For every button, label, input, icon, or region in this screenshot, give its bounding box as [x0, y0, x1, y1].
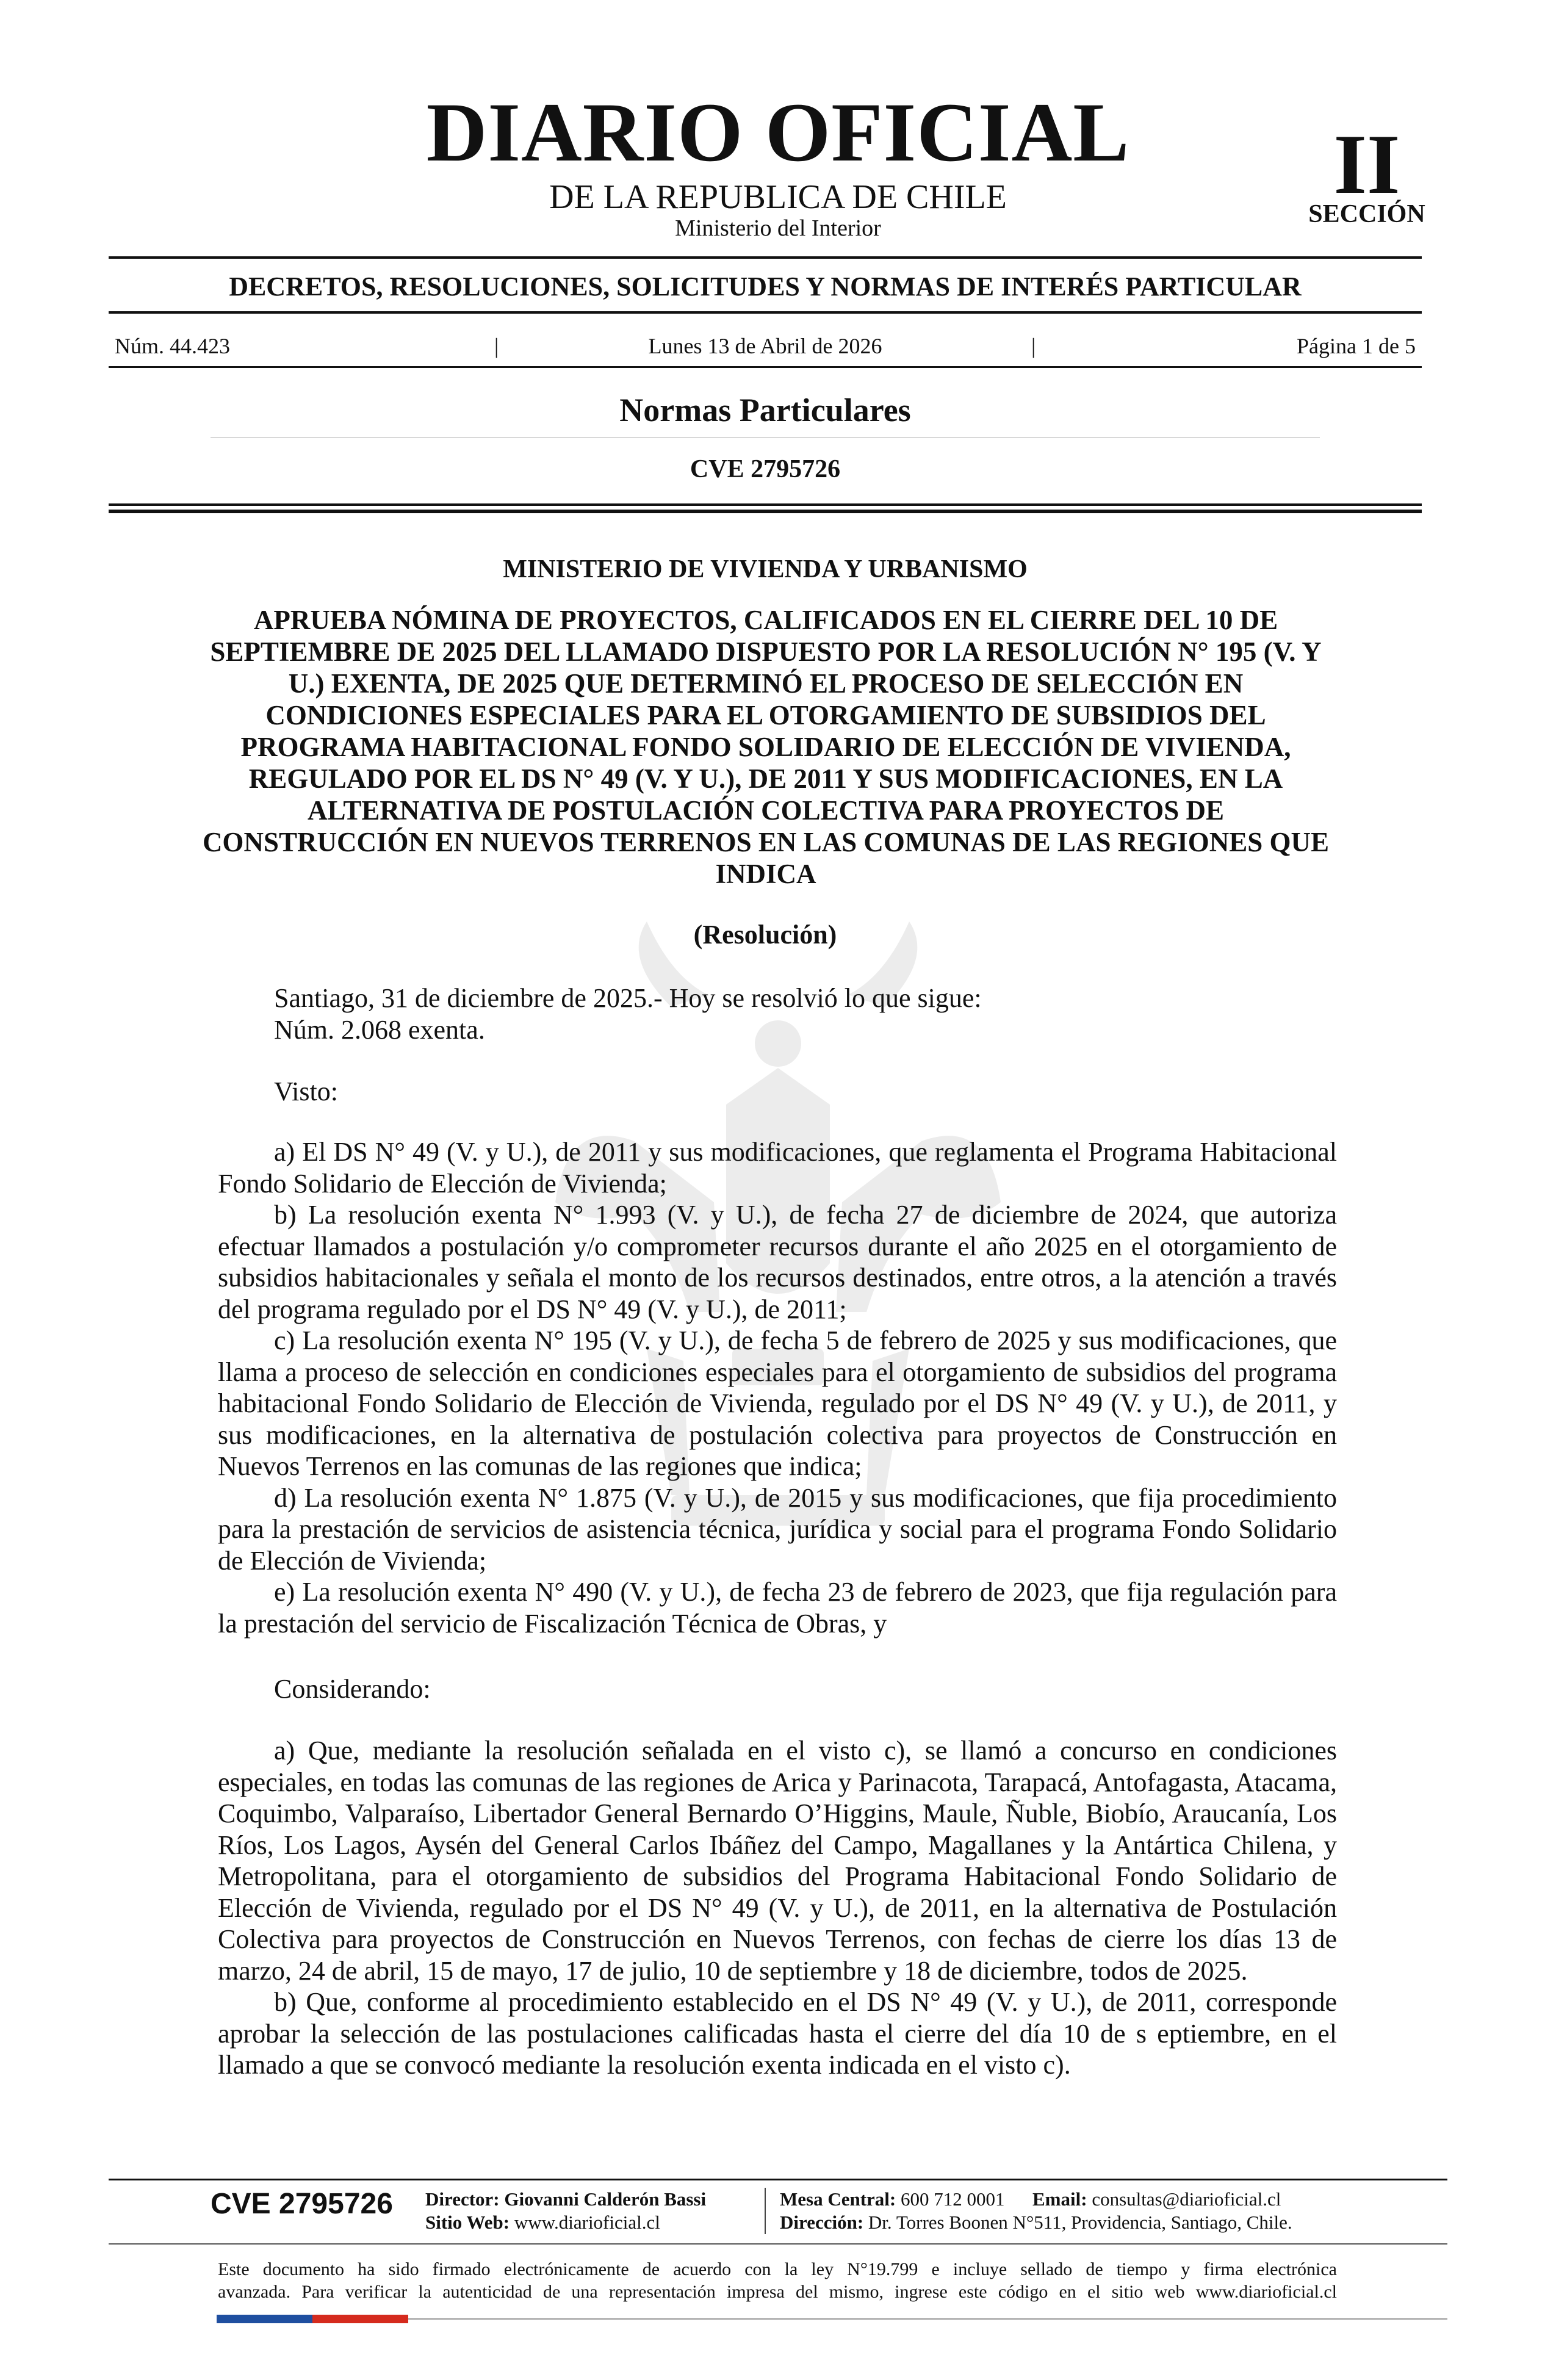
footer-director — [425, 2188, 706, 2211]
considerando-item: a) Que, mediante la resolución señalada en el visto c), se llamó a concurso en condiciones especiales, en todas las comunas de las regiones de Arica y Parinacota, Tarapacá, Antofagasta, Atacama, Coquimbo, Valparaíso, Libertador General Bernardo O’Higgins, Maule, Ñuble, Biobío, Araucanía, Los Ríos, Los Lagos, Aysén del General Carlos Ibáñez del Campo, Magallanes y la Antártica Chilena, y Metropolitana, para el otorgamiento de subsidios del Programa Habitacional Fondo Solidario de Elección de Vivienda, regulado por el DS N° 49 (V. y U.), de 2011, en la alternativa de Postulación Colectiva para proyectos de Construcción en Nuevos Terrenos, con fechas de cierre los días 13 de marzo, 24 de abril, 15 de mayo, 17 de julio, 10 de septiembre y 18 de diciembre, todos de 2025. — [218, 1736, 1337, 1986]
phone-number: 600 712 0001 — [901, 2188, 1005, 2210]
section-category: DECRETOS, RESOLUCIONES, SOLICITUDES Y NORMAS DE INTERÉS PARTICULAR — [229, 272, 1302, 301]
footer-bottom-rule — [408, 2318, 1447, 2320]
footer-cve-code: CVE 2795726 — [211, 2188, 393, 2220]
address-label: Dirección: — [780, 2212, 864, 2233]
footer-website — [425, 2211, 660, 2234]
newspaper-subtitle: DE LA REPUBLICA DE CHILE — [549, 178, 1007, 216]
document-title: APRUEBA NÓMINA DE PROYECTOS, CALIFICADOS EN EL CIERRE DEL 10 DE SEPTIEMBRE DE 2025 DEL LLAMADO DISPUESTO POR LA RESOLUCIÓN N° 195 (V. Y U.) EXENTA, DE 2025 QUE DETERMINÓ EL PROCESO DE SELECCIÓN EN CONDICIONES ESPECIALES PARA EL OTORGAMIENTO DE SUBSIDIOS DEL PROGRAMA HABITACIONAL FONDO SOLIDARIO DE ELECCIÓN DE VIVIENDA, REGULADO POR EL DS N° 49 (V. Y U.), DE 2011 Y SUS MODIFICACIONES, EN LA ALTERNATIVA DE POSTULACIÓN COLECTIVA PARA PROYECTOS DE CONSTRUCCIÓN EN NUEVOS TERRENOS EN LAS COMUNAS DE LAS REGIONES QUE INDICA — [202, 605, 1330, 889]
issue-separator: | — [494, 334, 499, 358]
newspaper-ministry: Ministerio del Interior — [675, 215, 881, 241]
director-label: Director: — [425, 2188, 500, 2210]
document-type: (Resolución) — [693, 920, 837, 950]
issue-rule — [109, 366, 1422, 368]
footer-address — [780, 2211, 1292, 2234]
issue-separator: | — [1031, 334, 1036, 358]
email-address[interactable]: consultas@diarioficial.cl — [1092, 2188, 1281, 2210]
visto-item: b) La resolución exenta N° 1.993 (V. y U.), de fecha 27 de diciembre de 2024, que autoriza efectuar llamados a postulación y/o comprometer recursos durante el año 2025 en el otorgamiento de subsidios habitacionales y señala el monto de los recursos destinados, entre otros, a la atención a través del programa regulado por el DS N° 49 (V. y U.), de 2011; — [218, 1200, 1337, 1324]
resolution-number: Núm. 2.068 exenta. — [274, 1015, 485, 1045]
heading-divider — [211, 437, 1320, 438]
address-text: Dr. Torres Boonen N°511, Providencia, Santiago, Chile. — [868, 2212, 1292, 2233]
visto-heading: Visto: — [274, 1076, 338, 1106]
flag-stripe-red — [312, 2315, 408, 2323]
website-label: Sitio Web: — [425, 2212, 510, 2233]
issue-info-row — [109, 336, 1422, 356]
visto-item: c) La resolución exenta N° 195 (V. y U.), de fecha 5 de febrero de 2025 y sus modificaciones, que llama a proceso de selección en condiciones especiales para el otorgamiento de subsidios del programa habitacional Fondo Solidario de Elección de Vivienda, regulado por el DS N° 49 (V. y U.), de 2011, y sus modificaciones, en la alternativa de postulación colectiva para proyectos de Construcción en Nuevos Terrenos en las comunas de las regiones que indica; — [218, 1325, 1337, 1481]
website-link[interactable]: www.diarioficial.cl — [514, 2212, 660, 2233]
flag-stripe-blue — [217, 2315, 312, 2323]
considerando-heading: Considerando: — [274, 1674, 431, 1704]
date-line: Santiago, 31 de diciembre de 2025.- Hoy se resolvió lo que sigue: — [274, 983, 982, 1013]
page-indicator: Página 1 de 5 — [1297, 334, 1416, 358]
notice-line: Este documento ha sido firmado electrónicamente de acuerdo con la ley N°19.799 e incluye sellado de tiempo y firma electrónica — [218, 2259, 1337, 2279]
phone-label: Mesa Central: — [780, 2188, 896, 2210]
cve-rule-bottom — [109, 510, 1422, 513]
cve-code: CVE 2795726 — [690, 455, 841, 483]
footer-contact — [780, 2188, 1281, 2211]
category-rule — [109, 311, 1422, 314]
section-number: II — [1333, 117, 1400, 212]
visto-item: e) La resolución exenta N° 490 (V. y U.), de fecha 23 de febrero de 2023, que fija regulación para la prestación del servicio de Fiscalización Técnica de Obras, y — [218, 1577, 1337, 1639]
footer-rule — [109, 2179, 1447, 2180]
visto-section — [218, 1136, 1337, 1639]
section-label: SECCIÓN — [1308, 200, 1425, 228]
footer-divider — [765, 2188, 766, 2234]
cve-rule-top — [109, 503, 1422, 506]
notice-line: avanzada. Para verificar la autenticidad de una representación impresa del mismo, ingrese este código en el sitio web www.diarioficial.cl — [218, 2282, 1337, 2302]
director-name: Giovanni Calderón Bassi — [504, 2188, 707, 2210]
issuing-ministry: MINISTERIO DE VIVIENDA Y URBANISMO — [503, 555, 1028, 583]
considerando-item: b) Que, conforme al procedimiento establecido en el DS N° 49 (V. y U.), de 2011, corresponde aprobar la selección de las postulaciones calificadas hasta el cierre del día 10 de s eptiembre, en el llamado a que se convocó mediante la resolución exenta indicada en el visto c). — [218, 1987, 1337, 2080]
visto-item: a) El DS N° 49 (V. y U.), de 2011 y sus modificaciones, que reglamenta el Programa Habitacional Fondo Solidario de Elección de Vivienda; — [218, 1137, 1337, 1199]
visto-item: d) La resolución exenta N° 1.875 (V. y U.), de 2015 y sus modificaciones, que fija procedimiento para la prestación de servicios de asistencia técnica, jurídica y social para el programa Fondo Solidario de Elección de Vivienda; — [218, 1482, 1337, 1576]
issue-date: Lunes 13 de Abril de 2026 — [648, 334, 882, 358]
considerando-section — [218, 1735, 1337, 2081]
newspaper-title: DIARIO OFICIAL — [426, 85, 1130, 179]
footer-inner-rule — [109, 2243, 1447, 2245]
masthead-rule — [109, 256, 1422, 259]
email-label: Email: — [1032, 2188, 1087, 2210]
issue-number: Núm. 44.423 — [115, 334, 230, 358]
electronic-signature-notice — [218, 2258, 1337, 2303]
section-heading: Normas Particulares — [619, 392, 911, 428]
